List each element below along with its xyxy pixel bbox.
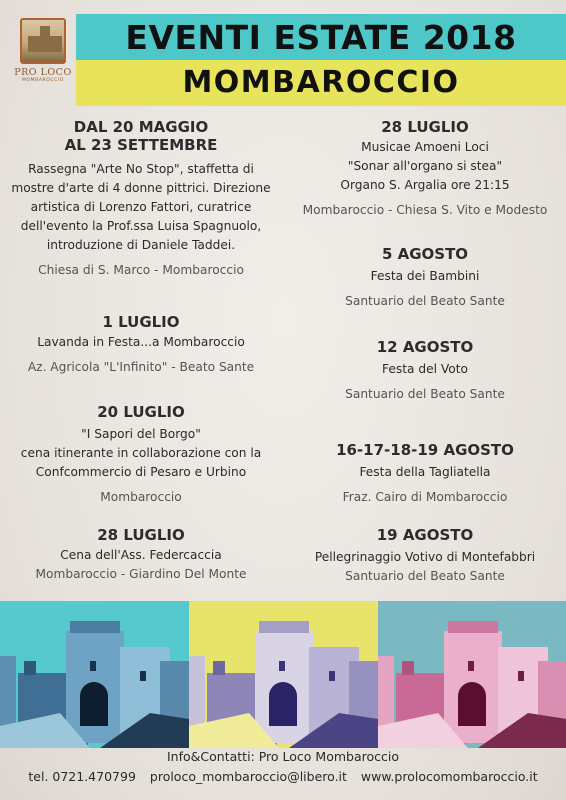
event-right-1 [286, 118, 564, 220]
pro-loco-logo [12, 18, 74, 83]
event-description: Festa dei Bambini [370, 269, 480, 283]
event-place: Santuario del Beato Sante [345, 569, 505, 583]
contacts-line: Info&Contatti: Pro Loco Mombaroccio [167, 749, 399, 764]
event-description: Cena dell'Ass. Federcaccia [60, 548, 222, 562]
event-description: Festa del Voto [382, 362, 468, 376]
page-subtitle: MOMBAROCCIO [182, 65, 460, 100]
event-description: Festa della Tagliatella [359, 465, 491, 479]
website-link[interactable]: www.prolocomombaroccio.it [360, 769, 538, 784]
event-description: artistica di Lorenzo Fattori, curatrice [30, 200, 252, 214]
castle-image-strip [0, 601, 566, 748]
event-left-1 [0, 118, 282, 280]
castle-panel-pink [378, 601, 566, 748]
event-place: Az. Agricola "L'Infinito" - Beato Sante [27, 360, 255, 374]
castle-panel-cyan [0, 601, 189, 748]
event-description: "I Sapori del Borgo" [81, 427, 201, 441]
event-date: 19 AGOSTO [376, 526, 474, 544]
event-right-4 [286, 441, 564, 507]
event-left-3 [0, 403, 282, 507]
logo-subtitle: MOMBAROCCIO [22, 78, 64, 83]
event-date: 16-17-18-19 AGOSTO [336, 441, 514, 459]
event-description: mostre d'arte di 4 donne pittrici. Direzione [11, 181, 271, 195]
event-description: dell'evento la Prof.ssa Luisa Spagnuolo, [20, 219, 262, 233]
event-date: AL 23 SETTEMBRE [64, 136, 218, 154]
event-place: Fraz. Cairo di Mombaroccio [342, 490, 508, 504]
event-description: introduzione di Daniele Taddei. [46, 238, 236, 252]
event-place: Santuario del Beato Sante [345, 387, 505, 401]
event-place: Santuario del Beato Sante [345, 294, 505, 308]
event-date: 5 AGOSTO [381, 245, 469, 263]
event-date: DAL 20 MAGGIO [73, 118, 209, 136]
phone-number: tel. 0721.470799 [28, 769, 136, 784]
event-date: 12 AGOSTO [376, 338, 474, 356]
event-place: Chiesa di S. Marco - Mombaroccio [38, 263, 244, 277]
event-description: "Sonar all'organo si stea" [347, 159, 503, 173]
event-place: Mombaroccio [100, 490, 182, 504]
event-description: Organo S. Argalia ore 21:15 [340, 178, 510, 192]
event-place: Mombaroccio - Giardino Del Monte [35, 567, 247, 581]
event-description: Rassegna "Arte No Stop", staffetta di [28, 162, 254, 176]
event-right-2 [286, 245, 564, 311]
event-left-2 [0, 313, 282, 377]
event-date: 20 LUGLIO [97, 403, 185, 421]
event-left-4 [0, 526, 282, 584]
event-description: cena itinerante in collaborazione con la [20, 446, 262, 460]
event-date: 1 LUGLIO [102, 313, 180, 331]
castle-emblem-icon [20, 18, 66, 64]
event-description: Pellegrinaggio Votivo di Montefabbri [314, 550, 536, 564]
event-date: 28 LUGLIO [381, 118, 469, 136]
event-description: Lavanda in Festa...a Mombaroccio [37, 335, 245, 349]
castle-panel-yellow [189, 601, 378, 748]
page-title: EVENTI ESTATE 2018 [125, 18, 517, 57]
email-link[interactable]: proloco_mombaroccio@libero.it [149, 769, 347, 784]
event-place: Mombaroccio - Chiesa S. Vito e Modesto [302, 203, 548, 217]
event-date: 28 LUGLIO [97, 526, 185, 544]
event-right-3 [286, 338, 564, 404]
event-description: Musicae Amoeni Loci [361, 140, 489, 154]
contacts-details [0, 768, 566, 786]
logo-name: PRO LOCO [14, 67, 72, 78]
event-right-5 [286, 526, 564, 586]
event-description: Confcommercio di Pesaro e Urbino [35, 465, 247, 479]
